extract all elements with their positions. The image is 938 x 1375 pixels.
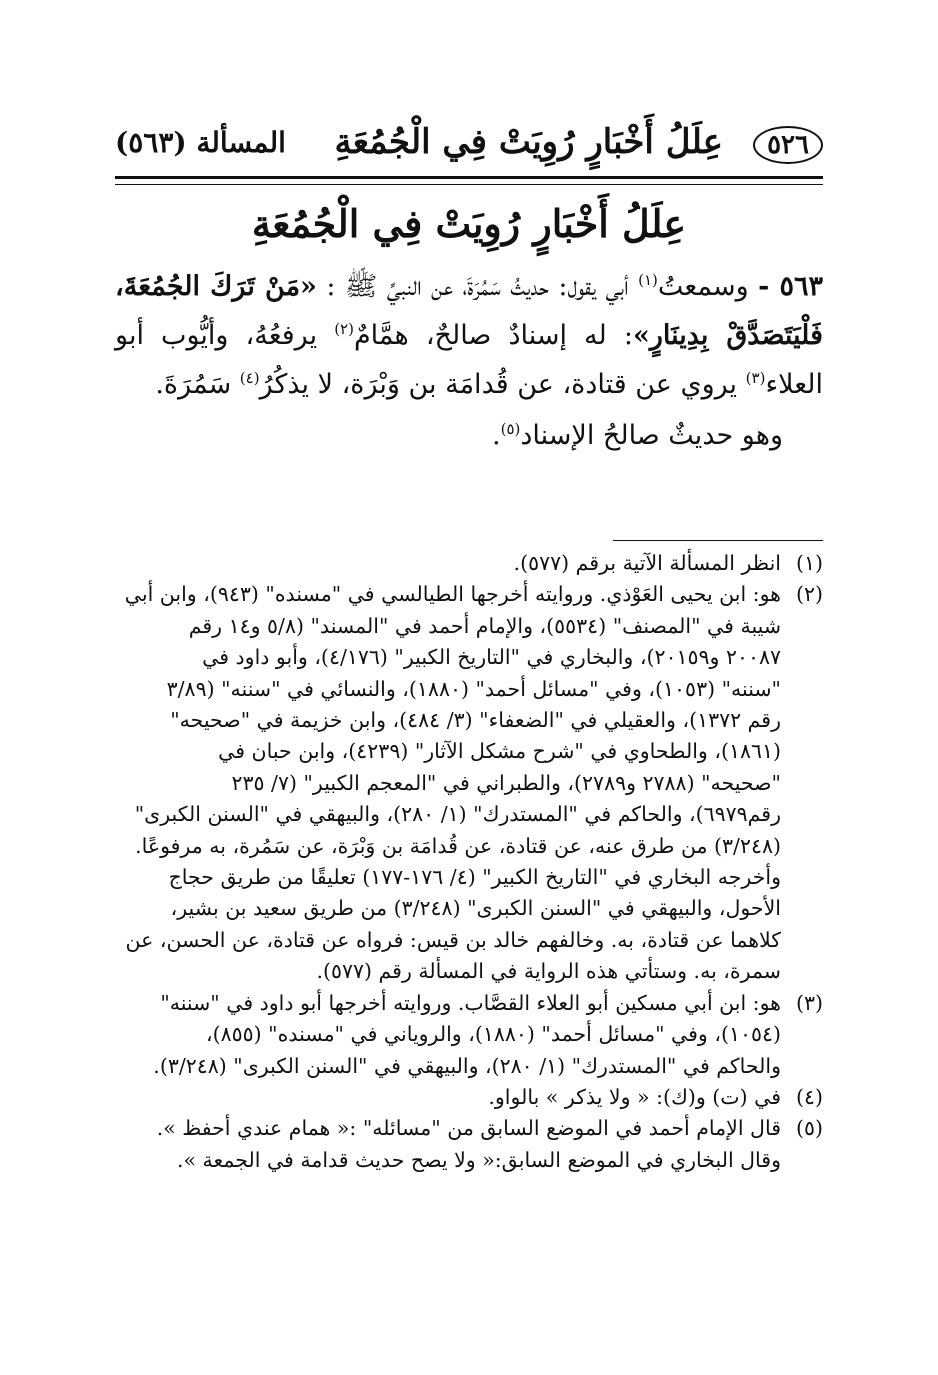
footnote-line: ٢٠٠٨٧ و٢٠١٥٩)، والبخاري في "التاريخ الكبير" (٤/١٧٦)، وأبو داود في bbox=[202, 645, 781, 670]
body-text: : له إسنادٌ صالحٌ، همَّامٌ bbox=[353, 320, 633, 351]
question-reference: المسألة (٥٦٣) bbox=[115, 126, 286, 159]
footnote-line: وأخرجه البخاري في "التاريخ الكبير" (٤/ ١٧٦-١٧٧) تعليقًا من طريق حجاج bbox=[168, 865, 781, 890]
footnote-mark: (٣) bbox=[795, 990, 823, 1015]
header-rule-thick bbox=[115, 176, 823, 179]
footnote-line: "صحيحه" (٢٧٨٨ و٢٧٨٩)، والطبراني في "المعجم الكبير" (٧/ ٢٣٥ bbox=[231, 770, 781, 795]
body-text: أبي يقول: حديثُ سَمُرَةَ، عن النبيِّ ﷺ : bbox=[326, 271, 629, 302]
closing-end: . bbox=[492, 420, 501, 451]
footnote-ref: (٣) bbox=[745, 369, 766, 387]
footnote-line: رقم٦٩٧٩)، والحاكم في "المستدرك" (١/ ٢٨٠)، والبيهقي في "السنن الكبرى" bbox=[134, 802, 781, 827]
footnote-ref: (٥) bbox=[500, 420, 521, 438]
footnote-line: شيبة في "المصنف" (٥٥٣٤)، والإمام أحمد في "المسند" (٥/٨ و١٤ رقم bbox=[188, 613, 781, 638]
footnote-mark: (٢) bbox=[795, 582, 823, 607]
footnote bbox=[115, 548, 823, 579]
footnote-mark: (٤) bbox=[795, 1084, 823, 1109]
page-number: ٥٢٦ bbox=[753, 126, 823, 164]
footnote bbox=[115, 1113, 823, 1176]
footnote-line: الأحول، والبيهقي في "السنن الكبرى" (٣/٢٤٨) من طريق سعيد بن بشير، bbox=[170, 896, 781, 921]
running-title: عِلَلُ أَخْبَارٍ رُوِيَتْ فِي الْجُمُعَةِ bbox=[334, 122, 723, 162]
footnote-line: انظر المسألة الآتية برقم (٥٧٧). bbox=[513, 551, 781, 575]
footnote-mark: (٥) bbox=[795, 1116, 823, 1141]
footnote-line: (٣/٢٤٨) من طرق عنه، عن قتادة، عن قُدامَة بن وَبْرَة، عن سَمُرة، به مرفوعًا. bbox=[135, 833, 781, 858]
header-rule-thin bbox=[115, 184, 823, 185]
footnote-line: سمرة، به. وستأتي هذه الرواية في المسألة رقم (٥٧٧). bbox=[316, 959, 781, 984]
hadith-quote: «مَنْ تَرَكَ الجُمُعَةَ، فَلْيَتَصَدَّقْ بِدِينَارٍ» bbox=[115, 271, 823, 351]
footnote-line: (١٨٦١)، والطحاوي في "شرح مشكل الآثار" (٤٢٣٩)، وابن حبان في bbox=[218, 739, 781, 764]
footnote-line: (١٠٥٤)، وفي "مسائل أحمد" (١٨٨٠)، والروياني في "مسنده" (٨٥٥)، bbox=[205, 1022, 781, 1047]
body-text: وسمعتُ bbox=[657, 271, 749, 302]
footnote-line: قال الإمام أحمد في الموضع السابق من "مسائله" :« همام عندي أحفظ ». bbox=[156, 1116, 781, 1141]
footnote-line: والحاكم في "المستدرك" (١/ ٢٨٠)، والبيهقي في "السنن الكبرى" (٣/٢٤٨). bbox=[153, 1053, 781, 1078]
footnote-ref: (٤) bbox=[239, 369, 260, 387]
footnote-line: هو: ابن يحيى العَوْذي. وروايته أخرجها الطيالسي في "مسنده" (٩٤٣)، وابن أبي bbox=[124, 582, 781, 607]
closing-paragraph bbox=[115, 411, 823, 460]
closing-text: وهو حديثٌ صالحُ الإسناد bbox=[520, 420, 783, 451]
footnote-line: وقال البخاري في الموضع السابق:« ولا يصح حديث قدامة في الجمعة ». bbox=[176, 1147, 781, 1172]
entry-number: ٥٦٣ - bbox=[758, 271, 823, 302]
footnote-mark: (١) bbox=[795, 551, 823, 575]
footnote-separator bbox=[613, 540, 823, 541]
footnote-line: كلاهما عن قتادة، به. وخالفهم خالد بن قيس: فرواه عن قتادة، عن الحسن، عن bbox=[125, 927, 781, 952]
main-text bbox=[115, 262, 823, 460]
running-header bbox=[115, 120, 823, 170]
footnotes bbox=[115, 548, 823, 1176]
body-text: سَمُرَةَ. bbox=[155, 369, 232, 400]
footnote-line: "سننه" (١٠٥٣)، وفي "مسائل أحمد" (١٨٨٠)، والنسائي في "سننه" (٣/٨٩ bbox=[166, 676, 781, 701]
footnote-ref: (٢) bbox=[334, 320, 354, 338]
footnote bbox=[115, 988, 823, 1082]
footnote-line: رقم ١٣٧٢)، والعقيلي في "الضعفاء" (٣/ ٤٨٤)، وابن خزيمة في "صحيحه" bbox=[170, 708, 781, 733]
footnote bbox=[115, 579, 823, 987]
main-paragraph bbox=[115, 262, 823, 409]
chapter-title: عِلَلُ أَخْبَارٍ رُوِيَتْ فِي الْجُمُعَةِ bbox=[251, 201, 687, 246]
body-text: يرفعُهُ، وأيُّوب أبو العلاء bbox=[115, 320, 823, 400]
body-text: يروي عن قتادة، عن قُدامَة بن وَبْرَة، لا يذكُرُ bbox=[259, 369, 738, 400]
footnote-line: هو: ابن أبي مسكين أبو العلاء القصَّاب. وروايته أخرجها أبو داود في "سننه" bbox=[160, 990, 781, 1015]
footnote-ref: (١) bbox=[638, 271, 658, 289]
footnote bbox=[115, 1082, 823, 1113]
footnote-line: في (ت) و(ك): « ولا يذكر » بالواو. bbox=[488, 1084, 781, 1109]
